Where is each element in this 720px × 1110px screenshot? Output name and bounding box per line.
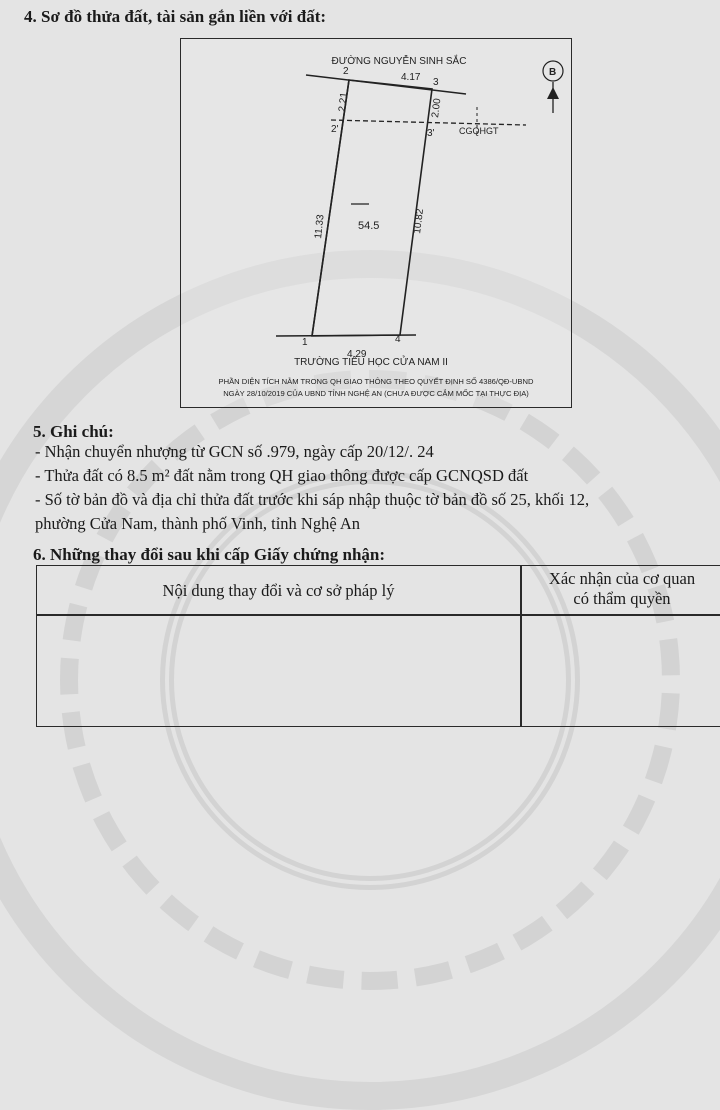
corner-label-4: 4 bbox=[395, 334, 401, 345]
corner-label-2: 2 bbox=[343, 66, 349, 77]
dimension-left-setback: 2.21 bbox=[337, 91, 351, 113]
table-header-confirmation-line-2: có thẩm quyền bbox=[573, 589, 671, 608]
dimension-top: 4.17 bbox=[401, 72, 421, 83]
planning-line-label: CGQHGT bbox=[459, 126, 499, 136]
plot-left-edge bbox=[312, 80, 349, 336]
table-header-confirmation-line-1: Xác nhận của cơ quan bbox=[548, 569, 696, 588]
table-header-confirmation bbox=[522, 569, 720, 609]
note-line-1: - Nhận chuyển nhượng từ GCN số .979, ngày cấp 20/12/. 24 bbox=[35, 442, 434, 461]
note-line-3: - Số tờ bản đồ và địa chỉ thửa đất trước khi sáp nhập thuộc tờ bản đồ số 25, khối 12, bbox=[35, 490, 590, 509]
section-5-title: 5. Ghi chú: bbox=[33, 422, 114, 441]
corner-label-2-prime: 2' bbox=[331, 124, 339, 135]
note-line-2: - Thửa đất có 8.5 m² đất nằm trong QH giao thông được cấp GCNQSD đất bbox=[35, 466, 529, 485]
street-bottom-label: TRƯỜNG TIỂU HỌC CỬA NAM II bbox=[294, 357, 448, 368]
plot-area: 54.5 bbox=[358, 220, 380, 232]
corner-label-3: 3 bbox=[433, 77, 439, 88]
note-line-4: phường Cửa Nam, thành phố Vinh, tỉnh Nghệ An bbox=[35, 514, 361, 533]
land-plot-diagram bbox=[180, 38, 572, 408]
dimension-left: 11.33 bbox=[313, 214, 327, 240]
changes-table bbox=[36, 565, 720, 727]
street-top-label: ĐƯỜNG NGUYỄN SINH SẮC bbox=[331, 56, 467, 67]
corner-label-3-prime: 3' bbox=[427, 128, 435, 139]
section-6-title: 6. Những thay đổi sau khi cấp Giấy chứng nhận: bbox=[33, 545, 386, 564]
north-label: B bbox=[549, 67, 557, 78]
dimension-right-setback: 2.00 bbox=[430, 97, 444, 119]
planning-note-line-1: PHẦN DIỆN TÍCH NẰM TRONG QH GIAO THÔNG THEO QUYẾT ĐỊNH SỐ 4386/QĐ-UBND bbox=[218, 377, 534, 386]
plot-drawing bbox=[181, 39, 571, 407]
dimension-bottom: 4.29 bbox=[347, 349, 367, 360]
table-header-changes: Nội dung thay đổi và cơ sở pháp lý bbox=[162, 581, 395, 600]
planning-note-line-2: NGÀY 28/10/2019 CỦA UBND TỈNH NGHỆ AN (CHƯA ĐƯỢC CẮM MỐC TẠI THỰC ĐỊA) bbox=[223, 389, 529, 398]
corner-label-1: 1 bbox=[302, 337, 308, 348]
section-4-title: 4. Sơ đồ thửa đất, tài sản gắn liền với đất: bbox=[24, 7, 327, 26]
dimension-right: 10.82 bbox=[412, 208, 427, 235]
north-arrow-icon bbox=[543, 61, 563, 113]
table-header-divider bbox=[37, 614, 720, 616]
